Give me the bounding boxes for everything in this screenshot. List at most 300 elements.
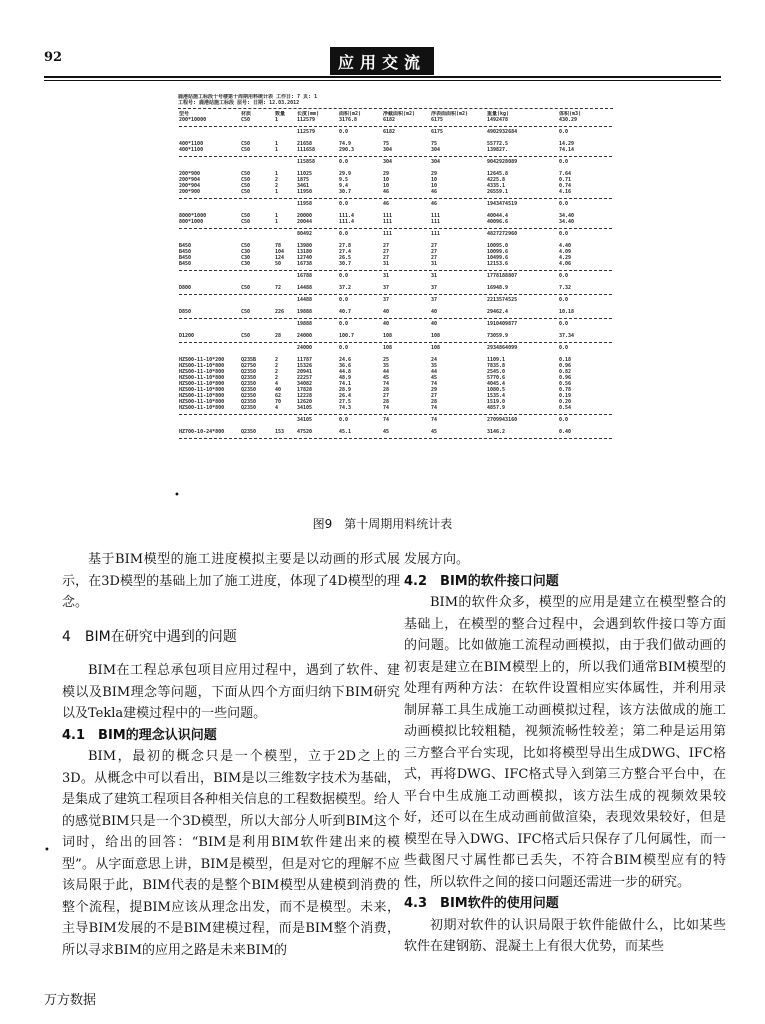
table-subtotal-row [178,297,613,304]
table-cell: 1 [275,189,279,195]
table-cell: 74 [431,381,438,387]
table-cell: 6175 [431,117,444,123]
table-cell: 24000 [297,345,313,351]
table-cell: 2934864099 [487,345,518,351]
table-cell: 111.4 [339,213,355,219]
table-cell: 34105 [297,405,313,411]
table-cell: 46 [431,201,438,207]
table-cell: 0.19 [559,393,572,399]
table-cell: 104 [275,249,285,255]
table-cell [240,321,274,328]
table-cell [240,273,274,280]
table-cell: 0.0 [559,231,569,237]
table-cell: 1875 [297,177,310,183]
table-cell: C50 [241,213,251,219]
table-cell: 44.8 [339,369,352,375]
table-cell: 0.0 [559,345,569,351]
table-cell: C50 [241,117,251,123]
table-cell: D1200 [179,333,195,339]
table-cell: 35 [431,363,438,369]
table-cell: 0.0 [339,231,349,237]
table-rule [178,108,613,109]
table-cell [178,231,240,238]
table-cell: 75 [431,141,438,147]
table-header-line: 工程号: 鹿港站施工标段 层号: 日期: 12.03.2012 [178,100,300,106]
table-cell: HZS00-11-10*800 [179,375,225,381]
table-cell: 111658 [297,147,316,153]
table-cell: 0.0 [339,297,349,303]
table-cell: 74 [383,417,390,423]
table-subtotal-row [178,129,613,136]
table-cell: 74.3 [339,405,352,411]
table-cell: 40 [431,321,438,327]
table-cell: 40 [275,387,282,393]
section-4-paragraph: BIM在工程总承包项目应用过程中，遇到了软件、建模以及BIM理念等问题，下面从四个方面归纳下BIM研究以及Tekla建模过程中的一些问题。 [62,663,400,721]
table-cell: 22257 [297,375,313,381]
table-cell: 15326 [297,363,313,369]
table-subtotal-row [178,345,613,352]
table-cell: 27 [383,243,390,249]
table-column-header: 重量(kg) [487,111,510,117]
table-cell: 100.7 [339,333,355,339]
table-cell: 6182 [383,129,396,135]
table-cell: 26.4 [339,393,352,399]
table-cell: 0.82 [559,369,572,375]
table-cell: 10 [383,183,390,189]
table-cell: 19888 [297,321,313,327]
table-cell: 10499.6 [487,255,509,261]
table-subtotal-row [178,273,613,280]
table-cell: C50 [241,219,251,225]
table-cell: C50 [241,309,251,315]
table-column-header: 长度(mm) [297,111,320,117]
table-cell: 111.4 [339,219,355,225]
table-cell: 0.0 [339,129,349,135]
table-cell: 4.29 [559,255,572,261]
table-cell [274,129,296,136]
table-cell: 8000*1000 [179,213,207,219]
table-cell: 27 [383,393,390,399]
table-cell: 74.14 [559,147,575,153]
table-cell: 27 [383,249,390,255]
table-cell: 1 [275,171,279,177]
table-cell: Q2350 [241,399,257,405]
table-cell: 45 [383,375,390,381]
table-cell: 26559.1 [487,189,509,195]
table-cell: 2 [275,375,279,381]
table-cell: 10.18 [559,309,575,315]
table-cell: 111 [383,219,393,225]
table-cell: 1080.5 [487,387,506,393]
table-cell [274,273,296,280]
table-cell: 10 [383,177,390,183]
table-cell: 37 [431,285,438,291]
table-column-header: 体积(m3) [559,111,582,117]
table-cell: 0.0 [559,159,569,165]
table-cell: 12645.8 [487,171,509,177]
table-subtotal-row [178,417,613,424]
table-cell: 16738 [297,261,313,267]
table-column-header: 浮表面面积(m2) [431,111,469,117]
table-cell: HZS00-11-10*800 [179,387,225,393]
table-cell: 1778188807 [487,273,518,279]
table-cell: 40.7 [339,309,352,315]
table-cell: 111 [431,219,441,225]
table-cell: 200*904 [179,183,201,189]
table-cell: 0.0 [559,273,569,279]
table-cell: 27 [431,255,438,261]
table-cell: 27 [431,249,438,255]
table-cell: C50 [241,285,251,291]
table-cell: 45.1 [339,429,352,435]
table-cell: 0.0 [339,321,349,327]
table-cell: 400*1100 [179,141,204,147]
table-cell: 34082 [297,381,313,387]
table-cell: 2545.0 [487,369,506,375]
table-cell: 1 [275,213,279,219]
table-cell: 40 [383,321,390,327]
table-cell: 108 [431,333,441,339]
margin-dot: • [44,845,50,856]
table-cell: 0.0 [559,297,569,303]
table-cell: 153 [275,429,285,435]
right-column [404,549,726,958]
table-cell: 40 [431,309,438,315]
table-cell: HZS00-11-10*800 [179,405,225,411]
table-cell: 2 [275,363,279,369]
table-cell: 200*900 [179,189,201,195]
table-cell: 4335.1 [487,183,506,189]
table-cell: HZS00-11-10*800 [179,399,225,405]
table-cell [178,273,240,280]
table-cell: 0.56 [559,381,572,387]
table-cell: 7.64 [559,171,572,177]
table-cell: B450 [179,249,192,255]
table-cell [178,297,240,304]
table-cell [178,417,240,424]
table-cell: 1 [275,147,279,153]
table-cell: 30.7 [339,189,352,195]
section-banner: 应用交流 [330,47,434,75]
table-column-header: 型号 [179,111,190,117]
table-cell: 12620 [297,399,313,405]
table-cell: C50 [241,141,251,147]
table-cell: 40 [383,309,390,315]
table-cell [274,321,296,328]
table-cell: 21658 [297,141,313,147]
table-cell: C50 [241,333,251,339]
table-cell: 0.54 [559,405,572,411]
table-cell: Q2350 [241,429,257,435]
table-cell: HZS00-11-10*800 [179,363,225,369]
table-cell: 111 [431,231,441,237]
table-cell: 55772.5 [487,141,509,147]
table-cell: 0.18 [559,357,572,363]
table-cell: 3461 [297,183,310,189]
table-cell: 75 [383,141,390,147]
table-cell: 5770.6 [487,375,506,381]
table-cell: 44 [383,369,390,375]
table-cell: 27 [431,243,438,249]
table-cell: 2 [275,357,279,363]
section-4-3-paragraph: 初期对软件的认识局限于软件能做什么，比如某些软件在建钢筋、混凝土上有很大优势，而某些 [404,917,726,954]
table-cell [178,345,240,352]
table-cell: 37.34 [559,333,575,339]
table-cell: 0.40 [559,429,572,435]
table-cell: 11025 [297,171,313,177]
table-cell: 19888 [297,309,313,315]
table-cell: 0.0 [339,159,349,165]
table-cell: B450 [179,261,192,267]
table-cell: 4827272960 [487,231,518,237]
table-cell: 45 [431,375,438,381]
table-cell: 40044.4 [487,213,509,219]
table-cell: C50 [241,183,251,189]
table-cell: 74 [383,405,390,411]
table-cell: Q235B [241,357,257,363]
table-cell [178,201,240,208]
table-cell: 0.78 [559,387,572,393]
table-cell: 34.40 [559,213,575,219]
table-cell: 0.0 [339,201,349,207]
table-cell: 29462.4 [487,309,509,315]
table-cell: 37.2 [339,285,352,291]
table-cell: 4902932684 [487,129,518,135]
table-cell [178,129,240,136]
table-cell: 20044 [297,219,313,225]
statistics-table [178,111,613,441]
table-cell: 304 [383,159,393,165]
section-4-1-paragraph: BIM，最初的概念只是一个模型，立于2D之上的3D。从概念中可以看出，BIM是以三维数字技术为基础，是集成了建筑工程项目各种相关信息的工程数据模型。给人的感觉BIM只是一个3D模型，所以大部分人听到BIM这个词时，给出的回答：“BIM是利用BIM软件建出来的模型”。从字面意思上讲，BIM是模型，但是对它的理解不应该局限于此，BIM代表的是整个BIM模型从建模到消费的整个流程，提BIM应该从理念出发，而不是模型。未来，主导BIM发展的不是BIM建模过程，而是BIM整个消费，所以寻求BIM的应用之路是未来BIM的 [62,749,401,958]
table-cell: 1943474519 [487,201,518,207]
table-cell: 11950 [297,189,313,195]
table-cell: 28 [383,387,390,393]
table-cell: 430.29 [559,117,578,123]
page-number: 92 [44,50,63,65]
table-cell: 0.0 [559,417,569,423]
table-cell: 108 [383,333,393,339]
table-cell: 46 [383,189,390,195]
table-cell: HZ700-10-24*800 [179,429,225,435]
table-cell: 11958 [297,201,313,207]
table-column-header: 面积(m2) [339,111,362,117]
table-cell: C30 [241,255,251,261]
table-cell: C50 [241,147,251,153]
table-cell [178,159,240,166]
table-cell: 4857.9 [487,405,506,411]
table-cell [240,417,274,424]
table-column-header: 数量 [275,111,286,117]
table-cell: Q2350 [241,369,257,375]
table-cell: 72 [275,285,282,291]
table-cell: 29 [431,171,438,177]
table-cell: 0.0 [559,201,569,207]
section-4-2-heading: 4.2 BIM的软件接口问题 [404,573,559,589]
table-cell: 139827. [487,147,509,153]
table-cell: 13180 [297,249,313,255]
table-cell: 31 [383,261,390,267]
table-cell: 1535.4 [487,393,506,399]
table-cell: 111 [383,231,393,237]
table-cell: HZS00-11-10*800 [179,369,225,375]
table-rule-row [178,435,613,441]
table-cell: 4225.8 [487,177,506,183]
table-cell: 27 [431,393,438,399]
table-cell: 37 [431,297,438,303]
table-cell: 50 [275,261,282,267]
table-cell: 115858 [297,159,316,165]
table-cell: HZS00-11-10*800 [179,393,225,399]
table-cell [274,297,296,304]
table-cell: 78 [275,243,282,249]
table-cell: 0.96 [559,375,572,381]
table-cell: 0.0 [339,273,349,279]
table-subtotal-row [178,159,613,166]
table-cell: Q2350 [241,375,257,381]
table-cell: 290.3 [339,147,355,153]
table-cell: 12228 [297,393,313,399]
table-subtotal-row [178,201,613,208]
section-4-3-heading: 4.3 BIM软件的使用问题 [404,896,559,911]
table-cell: 74 [431,417,438,423]
table-cell: C50 [241,243,251,249]
table-cell: 31 [383,273,390,279]
table-cell: 0.0 [339,345,349,351]
table-cell: 80492 [297,231,313,237]
table-cell: Q2350 [241,393,257,399]
table-cell: 111 [431,213,441,219]
table-cell: 27.5 [339,399,352,405]
table-cell: 14488 [297,297,313,303]
table-cell: 9.4 [339,183,349,189]
table-cell [240,345,274,352]
table-cell: 29.9 [339,171,352,177]
table-cell: 304 [383,147,393,153]
table-subtotal-row [178,231,613,238]
table-cell: HZS00-11-10*800 [179,381,225,387]
table-cell: 0.71 [559,177,572,183]
table-cell: 17828 [297,387,313,393]
table-cell: 0.96 [559,363,572,369]
table-cell [274,231,296,238]
table-cell [178,321,240,328]
table-cell: 1109.1 [487,357,506,363]
table-cell: Q2350 [241,387,257,393]
continued-paragraph: 发展方向。 [404,552,470,567]
table-cell: 7835.8 [487,363,506,369]
table-cell: Q2350 [241,405,257,411]
margin-dot: • [174,490,180,501]
table-cell: 4.40 [559,243,572,249]
table-cell: 108 [383,345,393,351]
table-cell: 0.0 [559,129,569,135]
table-cell [240,297,274,304]
table-cell: 200*904 [179,177,201,183]
table-cell: 44 [431,369,438,375]
table-cell: 27 [383,255,390,261]
table-cell: HZS00-11-10*200 [179,357,225,363]
table-cell: 4.16 [559,189,572,195]
header-rule [44,76,721,78]
table-cell: 45 [431,429,438,435]
section-4-1-heading: 4.1 BIM的理念认识问题 [62,727,217,743]
table-subtotal-row [178,321,613,328]
table-cell: 2 [275,177,279,183]
table-cell: 200*10000 [179,117,207,123]
table-cell: C30 [241,261,251,267]
table-cell: 74.9 [339,141,352,147]
table-cell: 24000 [297,333,313,339]
left-column [62,549,400,961]
table-cell: 1 [275,117,279,123]
table-cell: 2 [275,183,279,189]
table-cell: 74 [383,381,390,387]
table-cell: 62 [275,393,282,399]
table-cell: 800*1000 [179,219,204,225]
section-4-heading: 4 BIM在研究中遇到的问题 [62,628,237,645]
intro-paragraph: 基于BIM模型的施工进度模拟主要是以动画的形式展示，在3D模型的基础上加了施工进度，体现了4D模型的理念。 [62,552,400,610]
table-cell: 10095.0 [487,243,509,249]
table-cell: 31 [431,273,438,279]
table-cell: 24.6 [339,357,352,363]
table-header-lines [178,94,613,106]
table-cell: 0.20 [559,399,572,405]
table-cell [240,201,274,208]
table-cell: 6175 [431,129,444,135]
table-cell: 47520 [297,429,313,435]
table-cell: 3176.8 [339,117,358,123]
table-cell: 30.7 [339,261,352,267]
table-cell: 20000 [297,213,313,219]
table-cell: 10099.6 [487,249,509,255]
table-cell: 226 [275,309,285,315]
table-cell: 4 [275,381,279,387]
table-cell: 29 [383,171,390,177]
table-cell: 11787 [297,357,313,363]
table-cell: D850 [179,309,192,315]
table-cell: C30 [241,249,251,255]
table-cell: 0.0 [559,321,569,327]
table-cell: B450 [179,255,192,261]
table-cell: 25 [383,357,390,363]
table-cell: 70 [275,399,282,405]
table-cell: 0.0 [339,417,349,423]
statistics-table-figure [178,94,613,508]
table-cell: 34105 [297,417,313,423]
header-rule-thin [44,80,721,81]
table-cell: 26.5 [339,255,352,261]
table-cell: 36.6 [339,363,352,369]
table-cell: 73059.9 [487,333,509,339]
table-cell: 37 [383,297,390,303]
table-cell: 400*1100 [179,147,204,153]
table-cell: 2213574525 [487,297,518,303]
table-cell: 45 [383,429,390,435]
table-cell: Q2750 [241,363,257,369]
table-cell: 12153.6 [487,261,509,267]
table-cell: 1910409877 [487,321,518,327]
table-cell [240,159,274,166]
table-cell: 1 [275,219,279,225]
table-cell: 14488 [297,285,313,291]
table-cell [274,159,296,166]
table-cell: 27.8 [339,243,352,249]
table-cell: 4.09 [559,249,572,255]
table-cell: B450 [179,243,192,249]
table-cell: 34.40 [559,219,575,225]
table-cell: 111 [383,213,393,219]
table-cell: 0.74 [559,183,572,189]
